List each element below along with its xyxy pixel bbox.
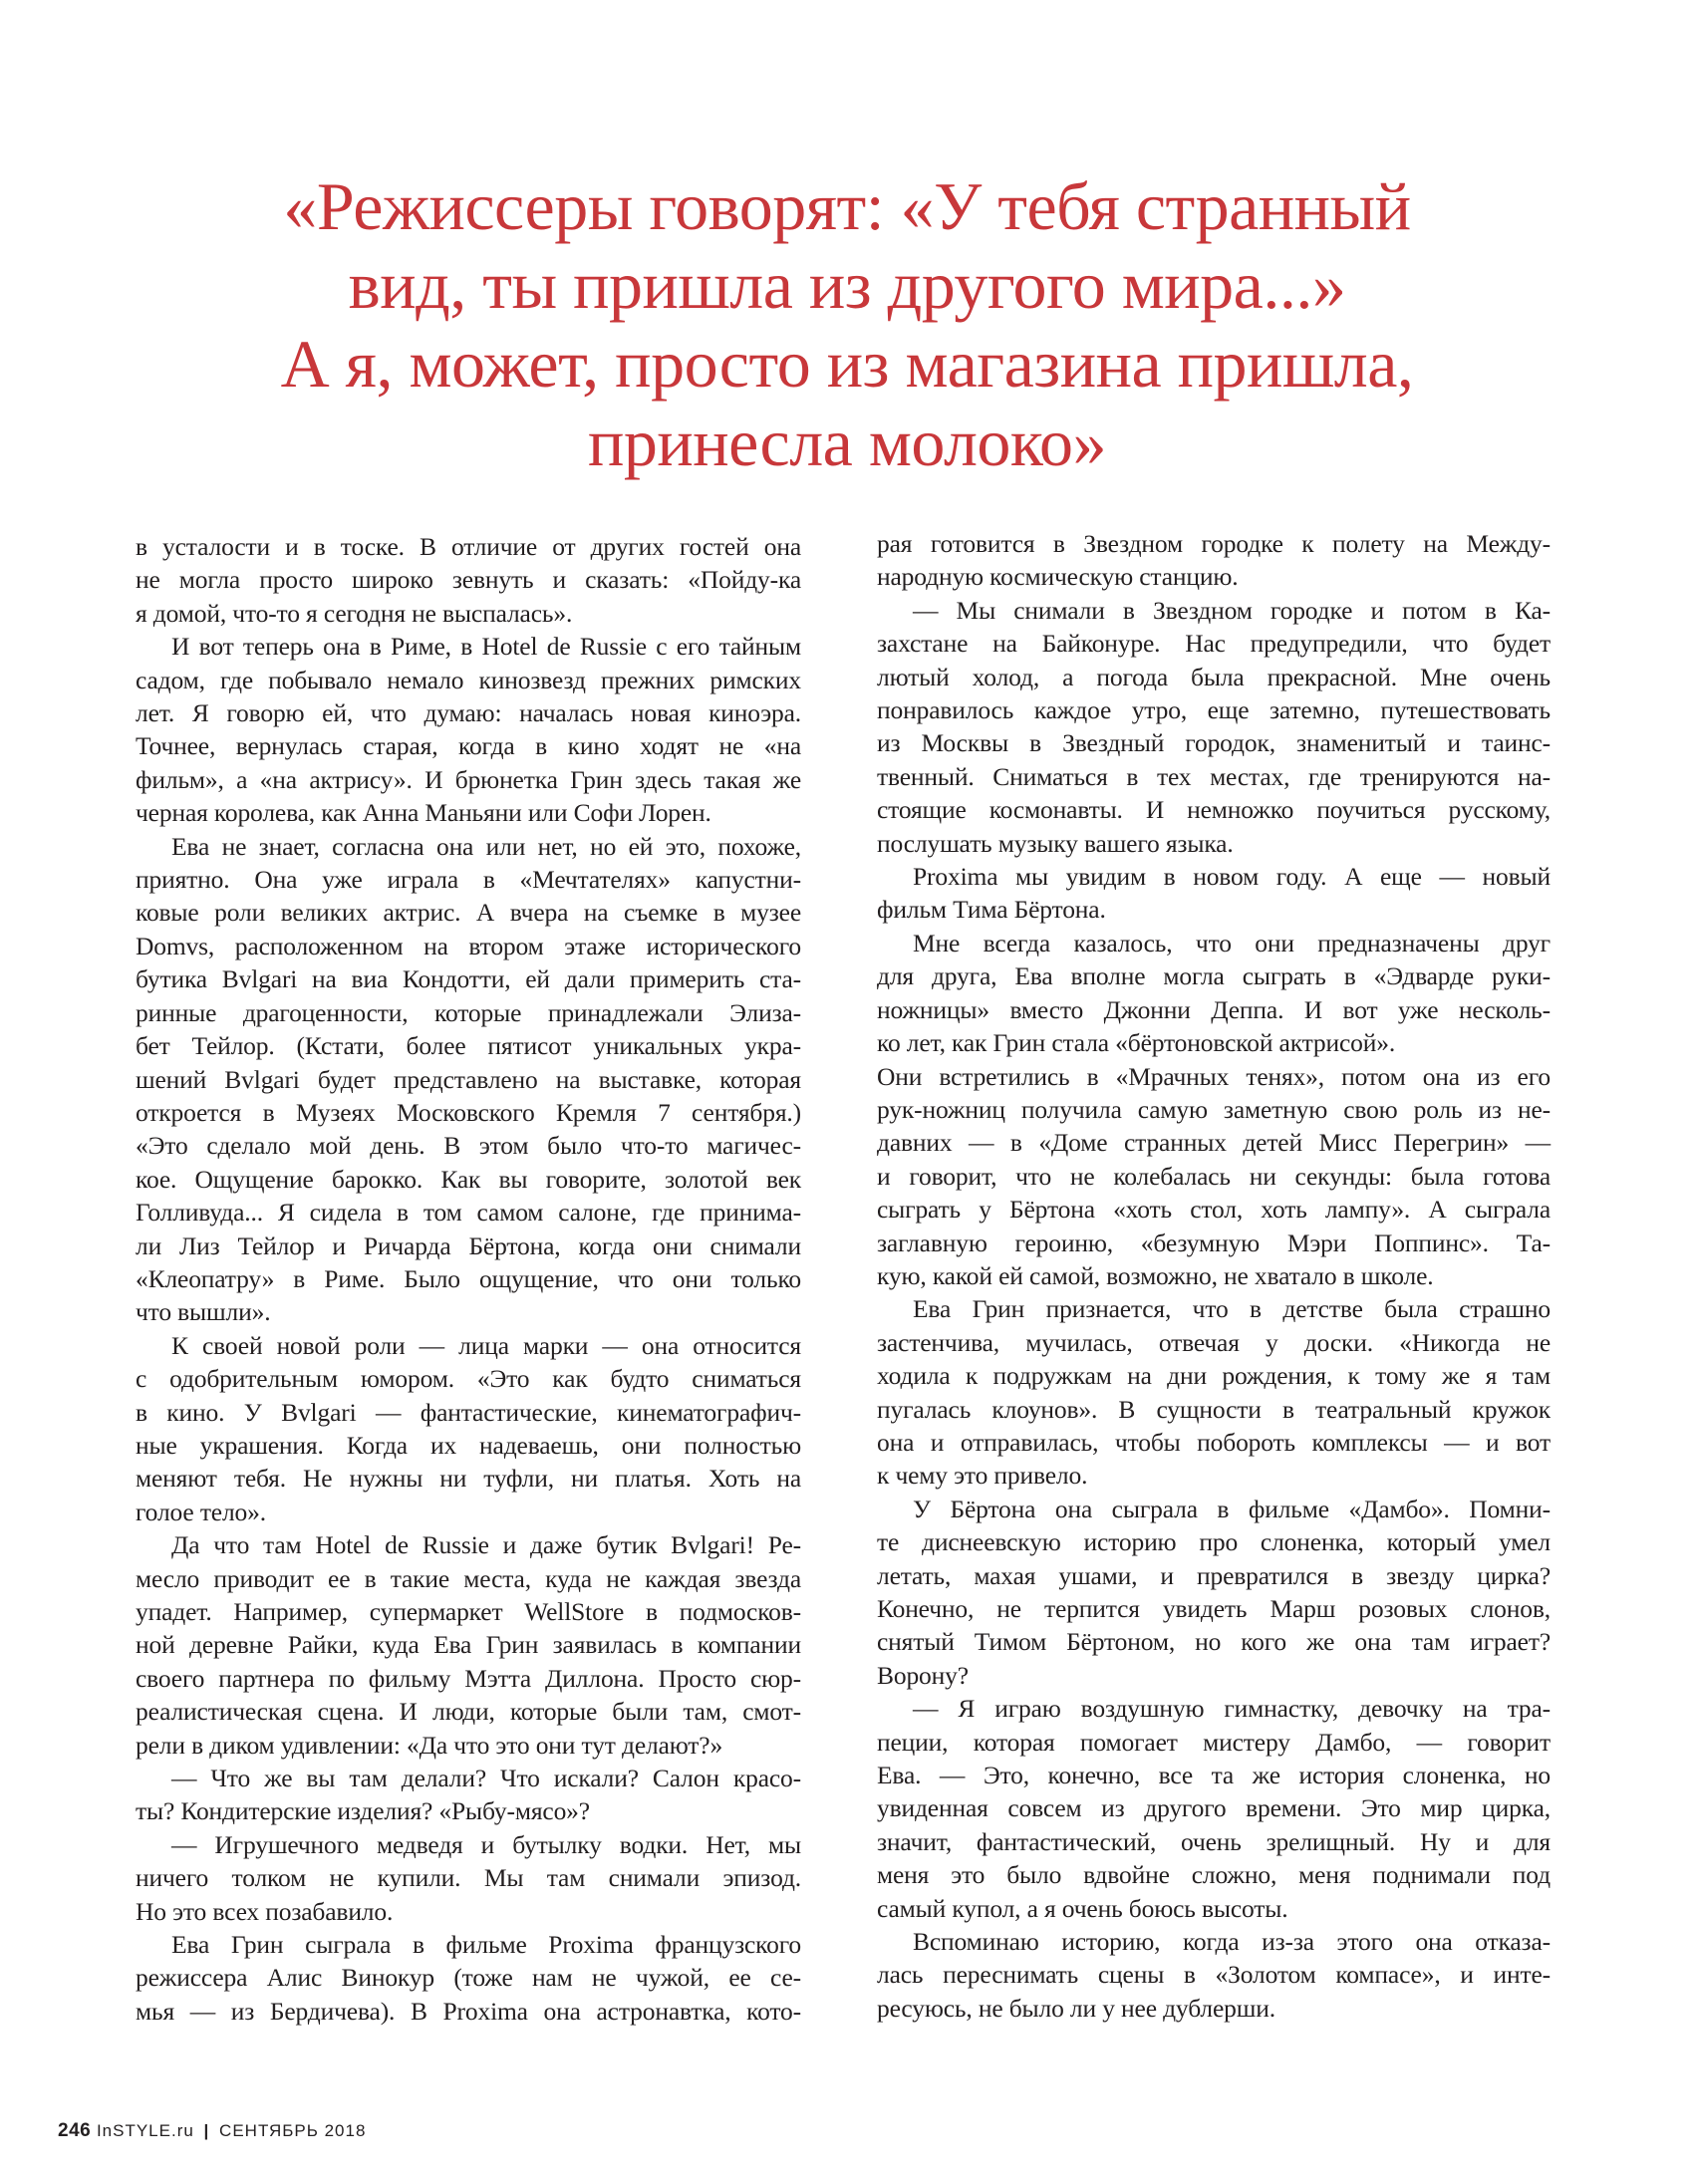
- text-line: реалистическая сцена. И люди, которые были там, смот-: [136, 1697, 801, 1727]
- text-line: садом, где побывало немало кинозвезд прежних римских: [136, 665, 801, 694]
- text-line: Голливуда... Я сидела в том самом салоне, где принима-: [136, 1198, 801, 1228]
- article-column-right: [877, 527, 1551, 2025]
- text-line: Ева. — Это, конечно, все та же история слоненка, но: [877, 1761, 1551, 1790]
- text-line: голое тело».: [136, 1497, 266, 1526]
- text-line: с одобрительным юмором. «Это как будто сниматься: [136, 1364, 801, 1394]
- text-line: — Я играю воздушную гимнастку, девочку на тра-: [913, 1694, 1551, 1724]
- text-line: снятый Тимом Бёртоном, но кого же она там играет?: [877, 1627, 1551, 1657]
- text-line: меня это было вдвойне сложно, меня поднимали под: [877, 1860, 1551, 1890]
- text-line: для друга, Ева вполне могла сыграть в «Эдварде руки-: [877, 961, 1551, 991]
- text-line: рая готовится в Звездном городке к полету на Между-: [877, 529, 1551, 558]
- text-line: увиденная совсем из другого времени. Это мир цирка,: [877, 1793, 1551, 1823]
- text-line: Точнее, вернулась старая, когда в кино ходят не «на: [136, 731, 801, 761]
- text-line: — Мы снимали в Звездном городке и потом в Ка-: [913, 595, 1551, 625]
- text-line: ковые роли великих актрис. А вчера на съемке в музее: [136, 898, 801, 928]
- text-line: ко лет, как Грин стала «бёртоновской актрисой».: [877, 1028, 1396, 1058]
- text-line: фильм», а «на актрису». И брюнетка Грин здесь такая же: [136, 764, 801, 794]
- text-line: месло приводит ее в такие места, куда не каждая звезда: [136, 1563, 801, 1593]
- text-line: ные украшения. Когда их надеваешь, они полностью: [136, 1430, 801, 1460]
- text-line: фильм Тима Бёртона.: [877, 895, 1106, 925]
- text-line: что вышли».: [136, 1297, 271, 1327]
- text-line: Но это всех позабавило.: [136, 1896, 394, 1926]
- text-line: кую, какой ей самой, возможно, не хватало в школе.: [877, 1260, 1434, 1290]
- footer-separator: |: [203, 2121, 210, 2140]
- text-line: летать, махая ушами, и превратился в звезду цирка?: [877, 1560, 1551, 1590]
- text-line: лась переснимать сцены в «Золотом компасе», и инте-: [877, 1960, 1551, 1990]
- text-line: я домой, что-то я сегодня не выспалась».: [136, 598, 573, 628]
- text-line: пугалась клоунов». В сущности в театральный кружок: [877, 1394, 1551, 1424]
- text-line: сыграть у Бёртона «хоть стол, хоть лампу». А сыграла: [877, 1195, 1551, 1225]
- text-line: Конечно, не терпится увидеть Марш розовых слонов,: [877, 1594, 1551, 1623]
- text-line: мья — из Бердичева). В Proxima она астронавтка, кото-: [136, 1996, 801, 2026]
- text-line: в кино. У Bvlgari — фантастические, кинематографич-: [136, 1397, 801, 1427]
- page-footer: [58, 2120, 366, 2142]
- text-line: Да что там Hotel de Russie и даже бутик Bvlgari! Ре-: [171, 1530, 801, 1560]
- pull-quote: [179, 167, 1515, 482]
- text-line: давних — в «Доме странных детей Мисс Перегрин» —: [877, 1128, 1551, 1158]
- text-line: Ева Грин сыграла в фильме Proxima французского: [171, 1930, 801, 1960]
- text-line: твенный. Сниматься в тех местах, где тренируются на-: [877, 761, 1551, 791]
- text-line: захстане на Байконуре. Нас предупредили, что будет: [877, 629, 1551, 659]
- text-line: лет. Я говорю ей, что думаю: началась новая киноэра.: [136, 698, 801, 728]
- text-line: ринные драгоценности, которые принадлежали Элиза-: [136, 997, 801, 1027]
- text-line: Мне всегда казалось, что они предназначены друг: [913, 928, 1551, 957]
- article-column-left: [136, 530, 801, 2028]
- text-line: — Игрушечного медведя и бутылку водки. Нет, мы: [171, 1829, 801, 1859]
- text-line: Ева Грин признается, что в детстве была страшно: [913, 1294, 1551, 1324]
- text-line: режиссера Алис Винокур (тоже нам не чужой, ее се-: [136, 1963, 801, 1993]
- text-line: откроется в Музеях Московского Кремля 7 сентября.): [136, 1097, 801, 1127]
- text-line: ли Лиз Тейлор и Ричарда Бёртона, когда они снимали: [136, 1230, 801, 1260]
- text-line: шений Bvlgari будет представлено на выставке, которая: [136, 1064, 801, 1094]
- text-line: Ева не знает, согласна она или нет, но ей это, похоже,: [171, 831, 801, 861]
- text-line: народную космическую станцию.: [877, 562, 1239, 592]
- text-line: ходила к подружкам на дни рождения, к тому же я там: [877, 1361, 1551, 1391]
- text-line: И вот теперь она в Риме, в Hotel de Russie с его тайным: [171, 632, 801, 662]
- text-line: Domvs, расположенном на втором этаже исторического: [136, 931, 801, 960]
- text-line: ножницы» вместо Джонни Деппа. И вот уже несколь-: [877, 994, 1551, 1024]
- text-line: пеции, которая помогает мистеру Дамбо, — говорит: [877, 1727, 1551, 1757]
- text-line: она и отправилась, чтобы побороть комплексы — и вот: [877, 1427, 1551, 1457]
- issue-date: СЕНТЯБРЬ 2018: [219, 2121, 367, 2140]
- text-line: К своей новой роли — лица марки — она относится: [171, 1330, 801, 1360]
- text-line: бет Тейлор. (Кстати, более пятисот уникальных укра-: [136, 1031, 801, 1061]
- text-line: меняют тебя. Не нужны ни туфли, ни платья. Хоть на: [136, 1464, 801, 1494]
- text-line: своего партнера по фильму Мэтта Диллона. Просто сюр-: [136, 1663, 801, 1693]
- text-line: Они встретились в «Мрачных тенях», потом она из его: [877, 1061, 1551, 1091]
- text-line: из Москвы в Звездный городок, знаменитый и таинс-: [877, 728, 1551, 758]
- text-line: ной деревне Райки, куда Ева Грин заявилась в компании: [136, 1630, 801, 1660]
- text-line: ресуюсь, не было ли у нее дублерши.: [877, 1993, 1275, 2023]
- text-line: в усталости и в тоске. В отличие от других гостей она: [136, 532, 801, 561]
- magazine-name: InSTYLE.ru: [96, 2121, 194, 2140]
- text-line: У Бёртона она сыграла в фильме «Дамбо». Помни-: [913, 1494, 1551, 1523]
- text-line: черная королева, как Анна Маньяни или Софи Лорен.: [136, 798, 711, 828]
- text-line: заглавную героиню, «безумную Мэри Поппинс». Та-: [877, 1228, 1551, 1257]
- text-line: те диснеевскую историю про слоненка, который умел: [877, 1527, 1551, 1557]
- text-line: самый купол, а я очень боюсь высоты.: [877, 1893, 1288, 1923]
- text-line: Ворону?: [877, 1660, 969, 1690]
- pull-quote-line: А я, может, просто из магазина пришла,: [280, 326, 1414, 402]
- text-line: Вспоминаю историю, когда из-за этого она отказа-: [913, 1927, 1551, 1957]
- text-line: ты? Кондитерские изделия? «Рыбу-мясо»?: [136, 1796, 590, 1826]
- text-line: лютый холод, а погода была прекрасной. Мне очень: [877, 662, 1551, 691]
- page-number: 246: [58, 2120, 92, 2141]
- text-line: упадет. Например, супермаркет WellStore в подмосков-: [136, 1597, 801, 1626]
- text-line: кое. Ощущение барокко. Как вы говорите, золотой век: [136, 1164, 801, 1194]
- text-line: застенчива, мучилась, отвечая у доски. «Никогда не: [877, 1327, 1551, 1357]
- text-line: и говорит, что не колебалась ни секунды: была готова: [877, 1161, 1551, 1191]
- pull-quote-line: вид, ты пришла из другого мира...»: [348, 247, 1346, 323]
- text-line: значит, фантастический, очень зрелищный. Ну и для: [877, 1826, 1551, 1856]
- text-line: «Клеопатру» в Риме. Было ощущение, что они только: [136, 1263, 801, 1293]
- text-line: понравилось каждое утро, еще затемно, путешествовать: [877, 695, 1551, 725]
- text-line: бутика Bvlgari на виа Кондотти, ей дали примерить ста-: [136, 964, 801, 994]
- text-line: Proxima мы увидим в новом году. А еще — новый: [913, 862, 1551, 892]
- text-line: послушать музыку вашего языка.: [877, 828, 1234, 858]
- text-line: стоящие космонавты. И немножко поучиться русскому,: [877, 795, 1551, 825]
- pull-quote-line: принесла молоко»: [588, 405, 1106, 480]
- text-line: приятно. Она уже играла в «Мечтателях» капустни-: [136, 865, 801, 895]
- text-line: рук-ножниц получила самую заметную свою роль из не-: [877, 1094, 1551, 1124]
- text-line: не могла просто широко зевнуть и сказать: «Пойду-ка: [136, 565, 801, 595]
- pull-quote-line: «Режиссеры говорят: «У тебя странный: [283, 168, 1411, 244]
- text-line: рели в диком удивлении: «Да что это они тут делают?»: [136, 1730, 723, 1760]
- text-line: ничего толком не купили. Мы там снимали эпизод.: [136, 1863, 801, 1893]
- text-line: «Это сделало мой день. В этом было что-то магичес-: [136, 1131, 801, 1161]
- text-line: к чему это привело.: [877, 1461, 1088, 1491]
- text-line: — Что же вы там делали? Что искали? Салон красо-: [171, 1764, 801, 1793]
